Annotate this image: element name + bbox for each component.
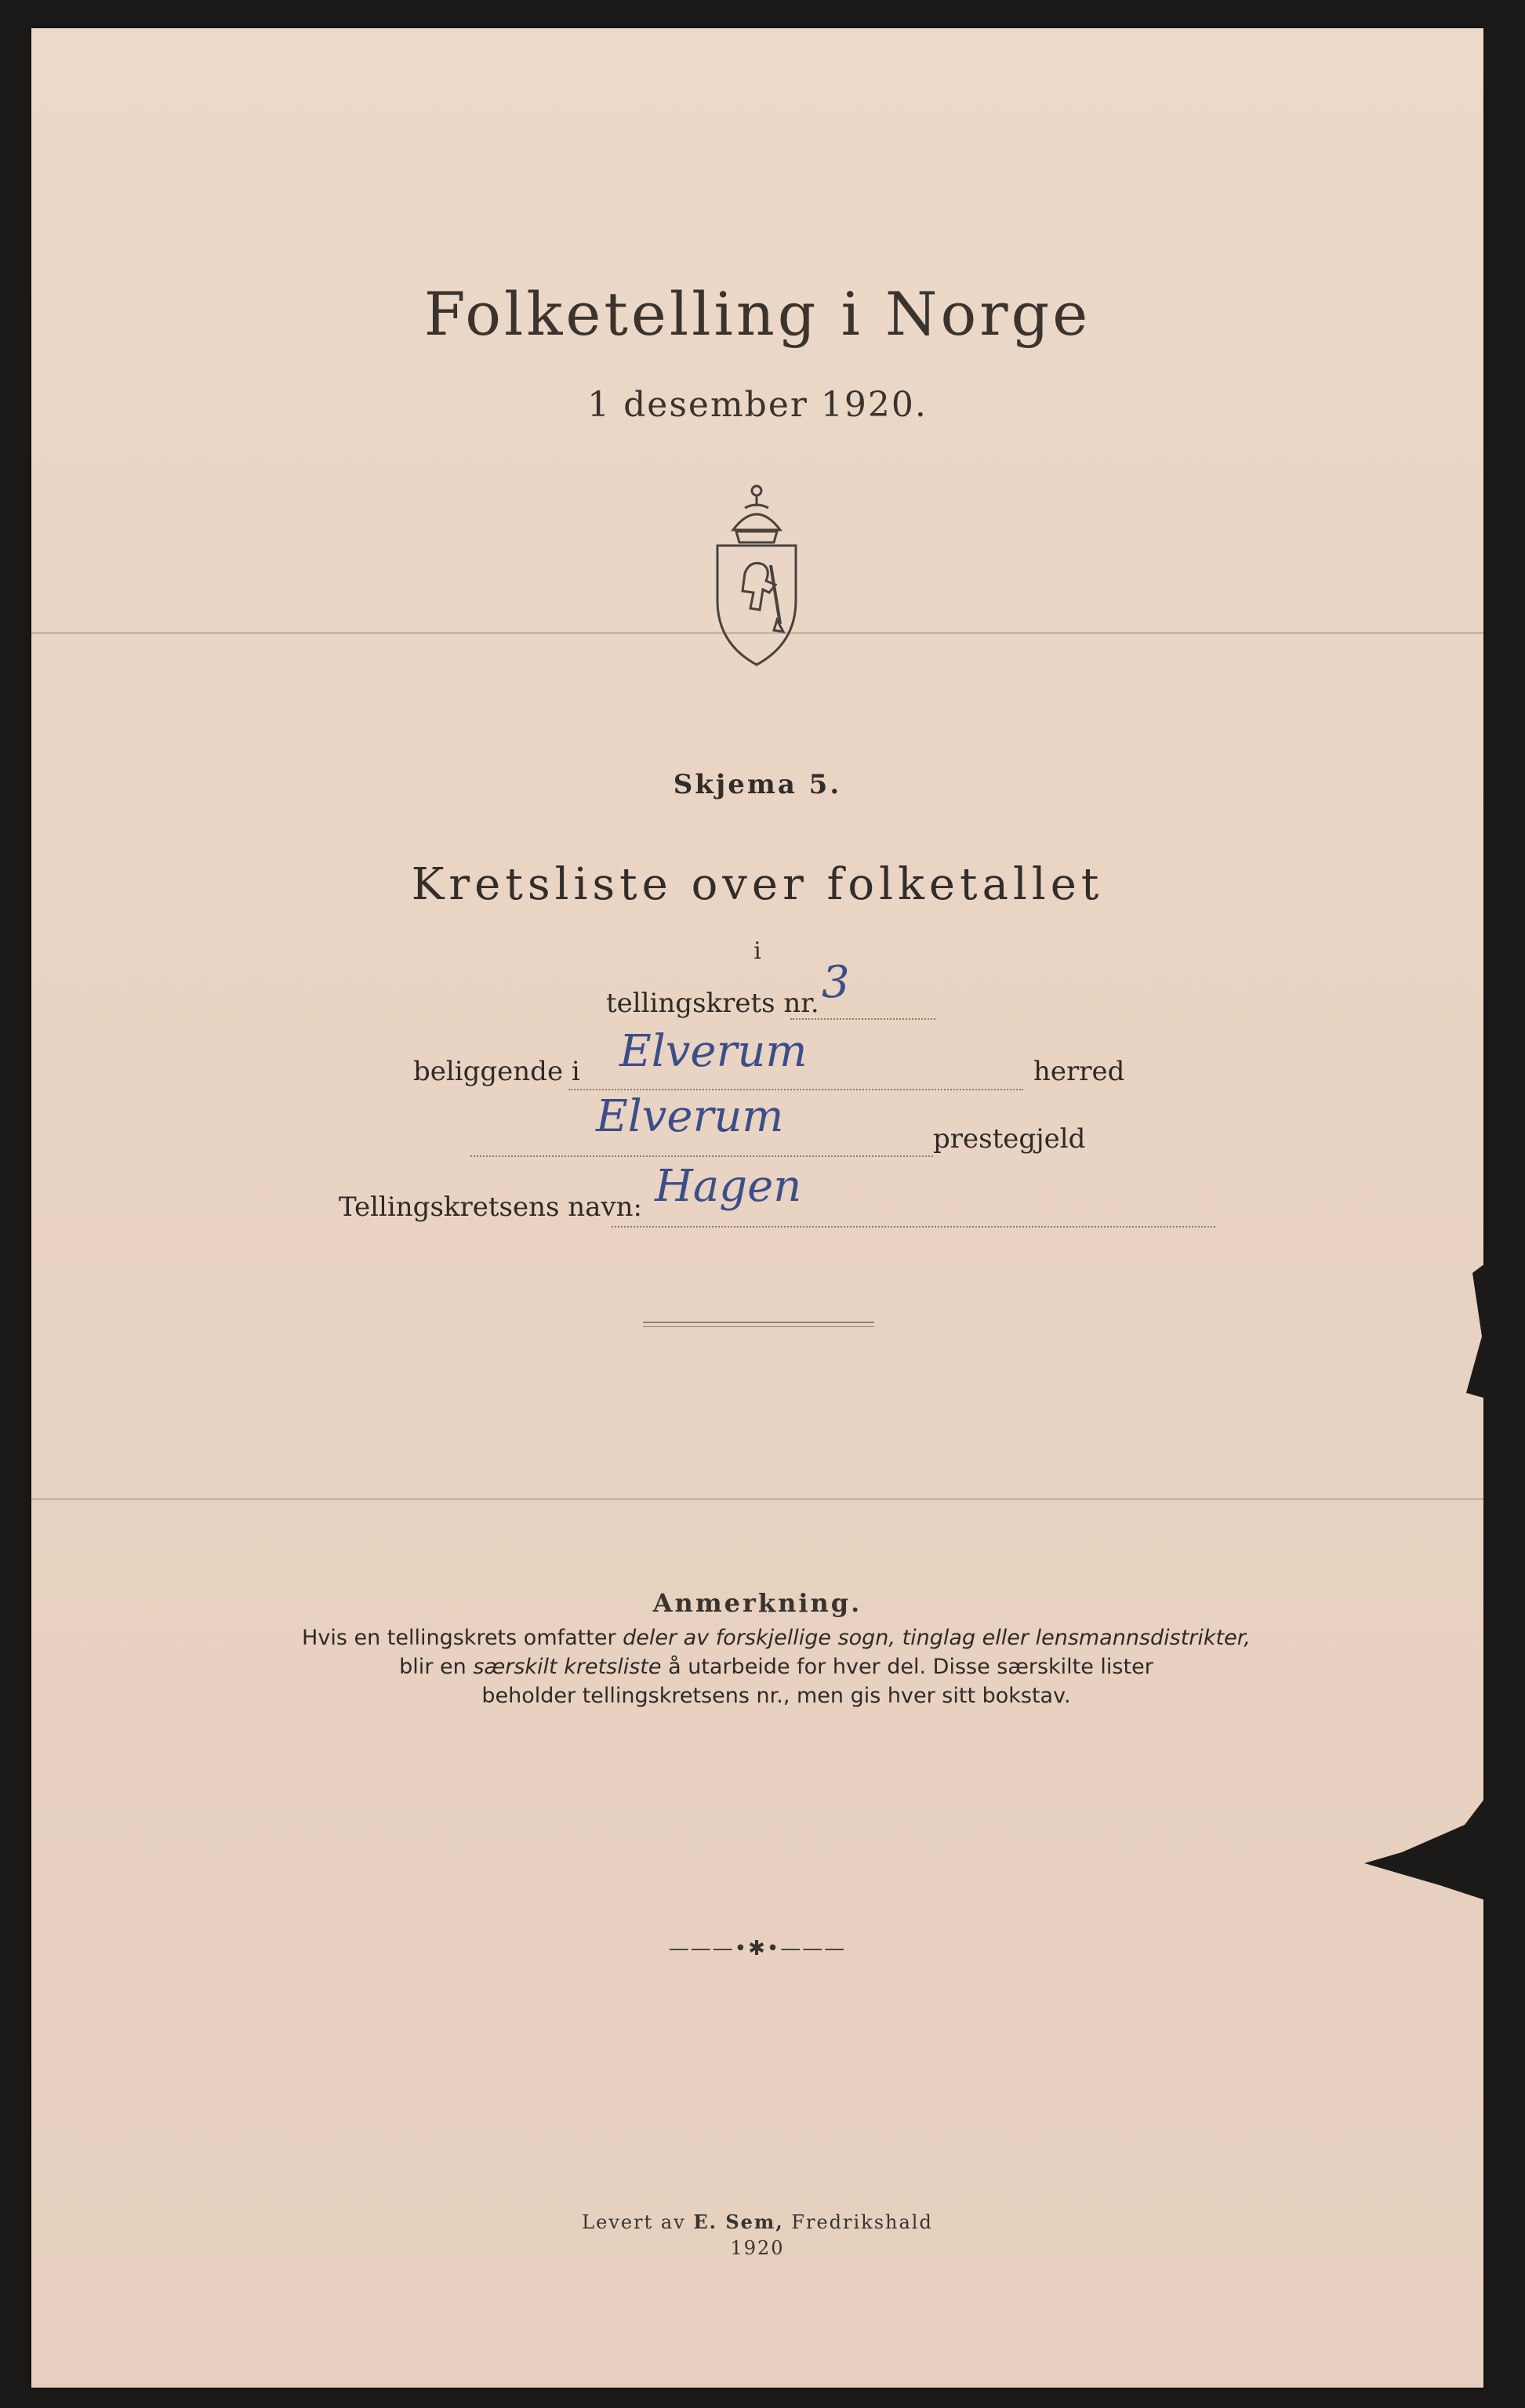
herred-suffix: herred [1033, 1056, 1125, 1087]
ornament-divider: ———•✱•——— [668, 1937, 847, 1960]
krets-number-value: 3 [822, 957, 850, 1008]
anmerkning-line-1: Hvis en tellingskrets omfatter deler av forskjellige sogn, tinglag eller lensmannsdistrikter, [302, 1626, 1251, 1650]
census-form-page [31, 28, 1483, 2388]
navn-label: Tellingskretsens navn: [339, 1191, 642, 1223]
prestegjeld-value: Elverum [596, 1091, 784, 1142]
printer-year: 1920 [730, 2237, 785, 2259]
document-title: Folketelling i Norge [423, 279, 1091, 349]
schema-number: Skjema 5. [673, 769, 842, 800]
prestegjeld-suffix: prestegjeld [933, 1123, 1086, 1155]
krets-label: tellingskrets nr. [606, 988, 819, 1019]
anmerkning-text [267, 1623, 1286, 1710]
census-date: 1 desember 1920. [587, 385, 928, 425]
anmerkning-line-2: blir en særskilt kretsliste å utarbeide for hver del. Disse særskilte lister [399, 1655, 1153, 1679]
beliggende-label: beliggende i [413, 1056, 580, 1087]
torn-edge [1364, 1792, 1490, 1902]
divider-rule [643, 1322, 874, 1323]
divider-rule [643, 1326, 874, 1327]
navn-value: Hagen [655, 1161, 802, 1212]
anmerkning-line-3: beholder tellingskretsens nr., men gis hver sitt bokstav. [481, 1684, 1071, 1708]
torn-edge [1460, 1259, 1491, 1400]
krets-number-field [790, 973, 935, 1020]
herred-value: Elverum [619, 1026, 808, 1077]
norway-coat-of-arms-icon [702, 467, 812, 671]
connector-word: i [753, 937, 761, 965]
printer-credit: Levert av E. Sem, Fredrikshald [582, 2210, 933, 2233]
fold-line [31, 1498, 1483, 1500]
form-heading: Kretsliste over folketallet [411, 859, 1104, 910]
anmerkning-title: Anmerkning. [652, 1588, 862, 1618]
